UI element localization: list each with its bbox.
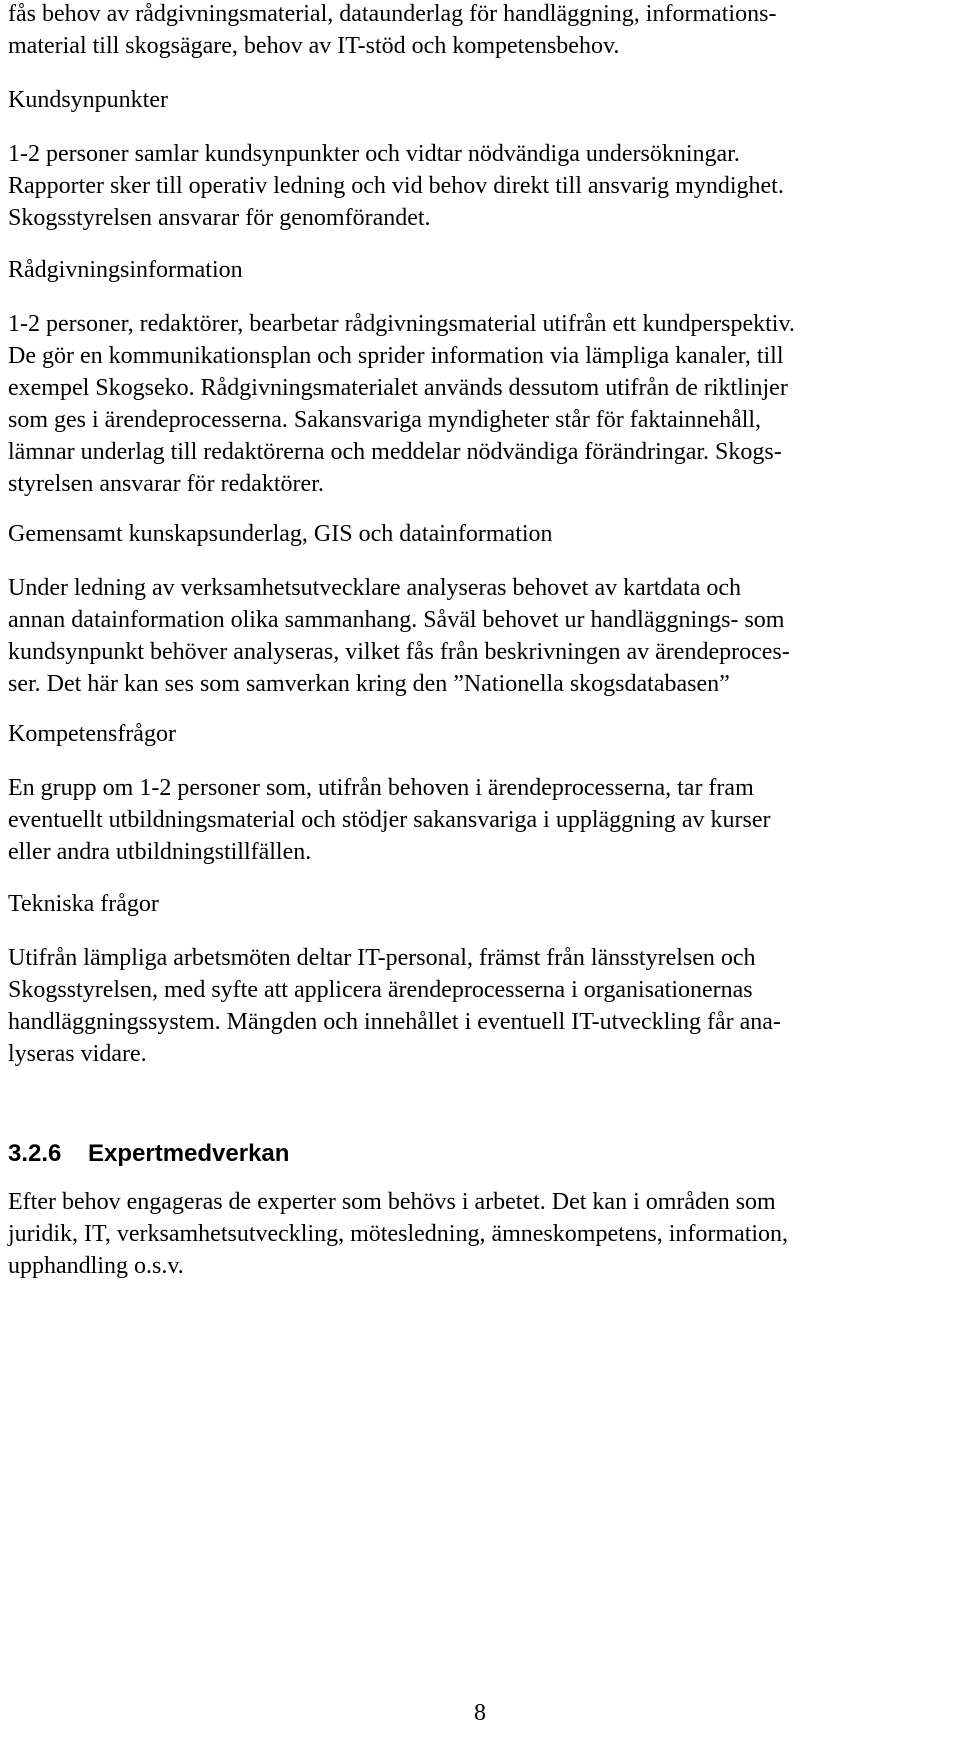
- text-line: material till skogsägare, behov av IT-stöd och kompetensbehov.: [8, 33, 620, 59]
- text-line: fås behov av rådgivningsmaterial, dataunderlag för handläggning, informations-: [8, 1, 777, 27]
- text-line: kundsynpunkt behöver analyseras, vilket fås från beskrivningen av ärendeproces-: [8, 639, 790, 665]
- expertmedverkan-paragraph: [8, 1186, 788, 1282]
- gis-paragraph: [8, 572, 790, 700]
- text-line: Skogsstyrelsen ansvarar för genomförandet.: [8, 205, 431, 231]
- text-line: En grupp om 1-2 personer som, utifrån behoven i ärendeprocesserna, tar fram: [8, 775, 754, 801]
- section-heading: [8, 1138, 289, 1170]
- text-line: eventuellt utbildningsmaterial och stödjer sakansvariga i uppläggning av kurser: [8, 807, 771, 833]
- text-line: Skogsstyrelsen, med syfte att applicera ärendeprocesserna i organisationernas: [8, 977, 753, 1003]
- text-line: annan datainformation olika sammanhang. Såväl behovet ur handläggnings- som: [8, 607, 785, 633]
- radgivning-paragraph: [8, 308, 795, 500]
- text-line: handläggningssystem. Mängden och innehållet i eventuell IT-utveckling får ana-: [8, 1009, 781, 1035]
- subheading-kompetensfragor: Kompetensfrågor: [8, 721, 176, 747]
- section-title: Expertmedverkan: [88, 1140, 290, 1167]
- text-line: Efter behov engageras de experter som behövs i arbetet. Det kan i områden som: [8, 1189, 776, 1215]
- text-line: ser. Det här kan ses som samverkan kring den ”Nationella skogsdatabasen”: [8, 671, 730, 697]
- text-line: Under ledning av verksamhetsutvecklare analyseras behovet av kartdata och: [8, 575, 742, 601]
- text-line: styrelsen ansvarar för redaktörer.: [8, 471, 324, 497]
- text-line: 1-2 personer, redaktörer, bearbetar rådgivningsmaterial utifrån ett kundperspektiv.: [8, 311, 795, 337]
- text-line: lämnar underlag till redaktörerna och meddelar nödvändiga förändringar. Skogs-: [8, 439, 782, 465]
- kundsynpunkter-paragraph: [8, 138, 784, 234]
- subheading-kundsynpunkter: Kundsynpunkter: [8, 87, 168, 113]
- text-line: 1-2 personer samlar kundsynpunkter och vidtar nödvändiga undersökningar.: [8, 141, 740, 167]
- subheading-gis: Gemensamt kunskapsunderlag, GIS och datainformation: [8, 521, 553, 547]
- text-line: som ges i ärendeprocesserna. Sakansvariga myndigheter står för faktainnehåll,: [8, 407, 762, 433]
- text-line: De gör en kommunikationsplan och sprider information via lämpliga kanaler, till: [8, 343, 784, 369]
- subheading-radgivningsinformation: Rådgivningsinformation: [8, 257, 243, 283]
- text-line: Utifrån lämpliga arbetsmöten deltar IT-personal, främst från länsstyrelsen och: [8, 945, 756, 971]
- kompetens-paragraph: [8, 772, 770, 868]
- text-line: upphandling o.s.v.: [8, 1253, 184, 1279]
- text-line: juridik, IT, verksamhetsutveckling, mötesledning, ämneskompetens, information,: [8, 1221, 789, 1247]
- intro-paragraph: [8, 0, 776, 62]
- text-line: eller andra utbildningstillfällen.: [8, 839, 312, 865]
- text-line: exempel Skogseko. Rådgivningsmaterialet används dessutom utifrån de riktlinjer: [8, 375, 788, 401]
- subheading-tekniska-fragor: Tekniska frågor: [8, 891, 159, 917]
- tekniska-paragraph: [8, 942, 781, 1070]
- text-line: lyseras vidare.: [8, 1041, 147, 1067]
- section-number: 3.2.6: [8, 1140, 62, 1167]
- page-number: 8: [474, 1700, 486, 1726]
- text-line: Rapporter sker till operativ ledning och vid behov direkt till ansvarig myndighet.: [8, 173, 784, 199]
